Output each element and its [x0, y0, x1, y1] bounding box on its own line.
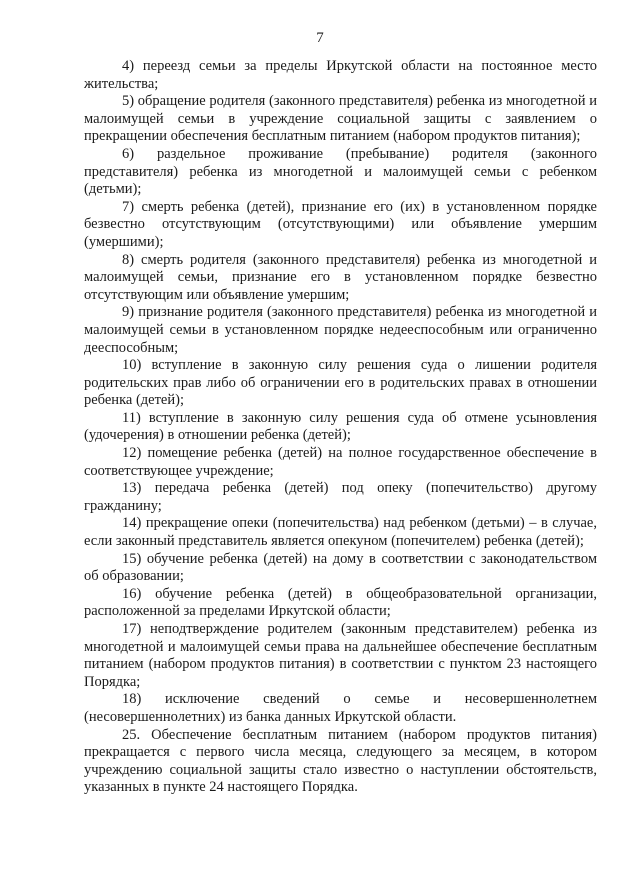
list-item-10: 10) вступление в законную силу решения суда о лишении родителя родительских прав либо об ограничении его в родительских правах в отношении ребенка (детей);	[84, 357, 597, 409]
list-item-6: 6) раздельное проживание (пребывание) родителя (законного представителя) ребенка из многодетной и малоимущей семьи с ребенком (детьми);	[84, 145, 597, 198]
list-item-12: 12) помещение ребенка (детей) на полное государственное обеспечение в соответствующее учреждение;	[84, 445, 597, 479]
list-item-7: 7) смерть ребенка (детей), признание его (их) в установленном порядке безвестно отсутствующим (отсутствующими) или объявление умершим (умершими);	[84, 198, 597, 250]
list-item-16: 16) обучение ребенка (детей) в общеобразовательной организации, расположенной за пределами Иркутской области;	[84, 585, 597, 620]
list-item-13: 13) передача ребенка (детей) под опеку (попечительство) другому гражданину;	[84, 480, 597, 514]
document-body	[84, 58, 597, 797]
list-item-17: 17) неподтверждение родителем (законным представителем) ребенка из многодетной и малоимущей семьи права на дальнейшее обеспечение бесплатным питанием (набором продуктов питания) в соответствии с пунктом 23 настоящего Порядка;	[84, 621, 597, 690]
list-item-11: 11) вступление в законную силу решения суда об отмене усыновления (удочерения) в отношении ребенка (детей);	[84, 409, 597, 444]
list-item-4: 4) переезд семьи за пределы Иркутской области на постоянное место жительства;	[84, 58, 597, 92]
list-item-5: 5) обращение родителя (законного представителя) ребенка из многодетной и малоимущей семьи в учреждение социальной защиты с заявлением о прекращении обеспечения бесплатным питанием (набором продуктов питания);	[84, 93, 597, 145]
section-25-paragraph: 25. Обеспечение бесплатным питанием (набором продуктов питания) прекращается с первого числа месяца, следующего за месяцем, в котором учреждению социальной защиты стало известно о наступлении обстоятельств, указанных в пункте 24 настоящего Порядка.	[84, 726, 597, 796]
list-item-14: 14) прекращение опеки (попечительства) над ребенком (детьми) – в случае, если законный представитель является опекуном (попечителем) ребенка (детей);	[84, 515, 597, 550]
list-item-18: 18) исключение сведений о семье и несовершеннолетнем (несовершеннолетних) из банка данных Иркутской области.	[84, 691, 597, 725]
page-number: 7	[316, 30, 324, 46]
list-item-15: 15) обучение ребенка (детей) на дому в соответствии с законодательством об образовании;	[84, 550, 597, 585]
list-item-8: 8) смерть родителя (законного представителя) ребенка из многодетной и малоимущей семьи, признание его в установленном порядке безвестно отсутствующим или объявление умершим;	[84, 251, 597, 303]
list-item-9: 9) признание родителя (законного представителя) ребенка из многодетной и малоимущей семьи в установленном порядке недееспособным или ограниченно дееспособным;	[84, 304, 597, 356]
